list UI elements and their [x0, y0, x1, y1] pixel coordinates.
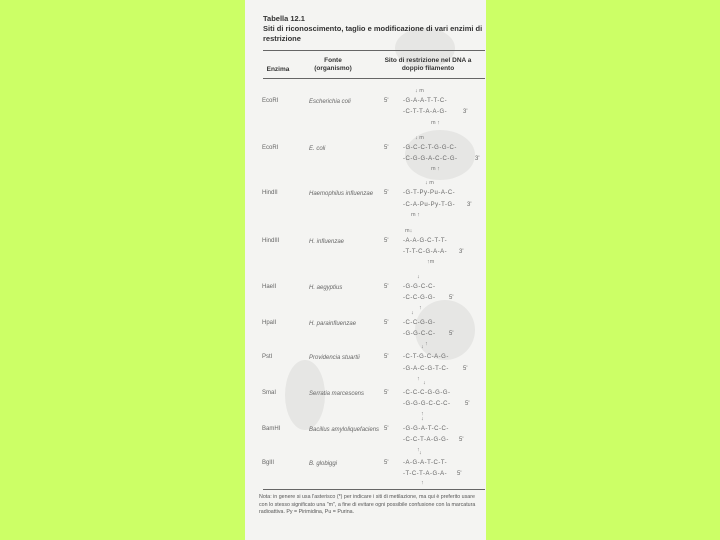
strand-top: -A-A-G-C-T-T- — [403, 238, 448, 244]
cut-mark-bottom: ↑ — [419, 305, 422, 311]
enzyme-name: HaeII — [262, 284, 277, 290]
cut-mark-bottom: ↑ — [421, 480, 424, 486]
strand-top: -G-G-C-C- — [403, 284, 436, 290]
three-prime: 5' — [457, 471, 462, 477]
organism: Bacillus amyloliquefaciens — [309, 427, 380, 433]
strand-top: -G-T-Py-Pu-A-C- — [403, 190, 456, 196]
strand-bottom: -C-C-T-A-G-G- — [403, 437, 449, 443]
five-prime: 5' — [384, 354, 389, 360]
three-prime: 5' — [449, 331, 454, 337]
organism: B. globiggi — [309, 461, 338, 467]
five-prime: 5' — [384, 238, 389, 244]
three-prime: 3' — [459, 249, 464, 255]
cut-mark-top: ↓ — [421, 344, 424, 350]
header-source: Fonte (organismo) — [314, 57, 352, 72]
strand-top: -C-C-C-G-G-G- — [403, 390, 451, 396]
strand-top: -C-C-G-G- — [403, 320, 436, 326]
strand-bottom: -G-G-G-C-C-C- — [403, 401, 451, 407]
enzyme-name: HpaII — [262, 320, 277, 326]
cut-mark-top: ↓ — [421, 416, 424, 422]
cut-mark-bottom: ↑ — [421, 411, 424, 417]
organism: H. influenzae — [309, 239, 345, 245]
strand-top: -C-T-G-C-A-G- — [403, 354, 449, 360]
five-prime: 5' — [384, 98, 389, 104]
table-subtitle: Siti di riconoscimento, taglio e modificazione di vari enzimi di restrizione — [263, 24, 483, 43]
organism: H. parainfluenzae — [309, 321, 357, 327]
cut-mark-top: ↓ m — [425, 180, 434, 186]
strand-bottom: -C-T-T-A-A-G- — [403, 109, 448, 115]
three-prime: 5' — [465, 401, 470, 407]
strand-bottom: -C-C-G-G- — [403, 295, 436, 301]
five-prime: 5' — [384, 284, 389, 290]
three-prime: 5' — [459, 437, 464, 443]
strand-top: -G-G-A-T-C-C- — [403, 426, 449, 432]
three-prime: 3' — [475, 156, 480, 162]
footer-rule — [263, 489, 485, 490]
enzyme-name: BglII — [262, 460, 275, 466]
five-prime: 5' — [384, 390, 389, 396]
five-prime: 5' — [384, 145, 389, 151]
organism: Providencia stuartii — [309, 355, 360, 361]
three-prime: 5' — [463, 366, 468, 372]
bleed-through-shape — [415, 300, 475, 360]
strand-top: -A-G-A-T-C-T- — [403, 460, 448, 466]
cut-mark-bottom: ↑ — [417, 376, 420, 382]
enzyme-name: PstI — [262, 354, 273, 360]
cut-mark-bottom: m ↑ — [431, 166, 440, 172]
cut-mark-bottom: ↑m — [427, 259, 435, 265]
cut-mark-bottom: m ↑ — [431, 120, 440, 126]
table-title: Tabella 12.1 — [263, 14, 305, 23]
enzyme-name: SmaI — [262, 390, 277, 396]
cut-mark-top: ↓ m — [415, 88, 424, 94]
enzyme-name: EcoRI — [262, 98, 279, 104]
enzyme-name: HindII — [262, 190, 278, 196]
three-prime: 3' — [467, 202, 472, 208]
cut-mark-top: ↓ — [417, 274, 420, 280]
five-prime: 5' — [384, 190, 389, 196]
strand-bottom: -G-A-C-G-T-C- — [403, 366, 449, 372]
cut-mark-bottom: ↑ — [425, 341, 428, 347]
header-enzyme: Enzima — [266, 66, 290, 73]
organism: H. aegyptius — [309, 285, 343, 291]
five-prime: 5' — [384, 320, 389, 326]
strand-top: -G-A-A-T-T-C- — [403, 98, 448, 104]
cut-mark-top: ↓ — [411, 310, 414, 316]
strand-bottom: -T-T-C-G-A-A- — [403, 249, 448, 255]
organism: Escherichia coli — [309, 99, 351, 105]
organism: Serratia marcescens — [309, 391, 365, 397]
table-note: Nota: in genere si usa l'asterisco (*) per indicare i siti di metilazione, ma qui è preferito usare con lo stesso significato una "m", a fine di evitare ogni possibile confusione con la marcatura radioattiva. Py = Pirimidina, Pu = Purina. — [259, 494, 476, 515]
three-prime: 5' — [449, 295, 454, 301]
strand-top: -G-C-C-T-G-G-C- — [403, 145, 457, 151]
enzyme-name: HindIII — [262, 238, 280, 244]
header-rule-bottom — [263, 78, 485, 79]
book-page — [245, 0, 486, 540]
five-prime: 5' — [384, 460, 389, 466]
header-site: Sito di restrizione nel DNA a doppio filamento — [384, 57, 472, 72]
cut-mark-top: ↓ — [419, 450, 422, 456]
enzyme-name: BamHI — [262, 426, 281, 432]
strand-bottom: -T-C-T-A-G-A- — [403, 471, 448, 477]
organism: E. coli — [309, 146, 326, 152]
strand-bottom: -C-A-Pu-Py-T-G- — [403, 202, 456, 208]
cut-mark-bottom: m ↑ — [411, 212, 420, 218]
strand-bottom: -G-G-C-C- — [403, 331, 436, 337]
enzyme-name: EcoRI — [262, 145, 279, 151]
organism: Haemophilus influenzae — [309, 191, 374, 197]
cut-mark-top: ↓ — [423, 380, 426, 386]
cut-mark-top: ↓ m — [415, 135, 424, 141]
strand-bottom: -C-G-G-A-C-C-G- — [403, 156, 458, 162]
three-prime: 3' — [463, 109, 468, 115]
cut-mark-bottom: ↑ — [417, 447, 420, 453]
cut-mark-top: m↓ — [405, 228, 413, 234]
header-rule-top — [263, 50, 485, 51]
five-prime: 5' — [384, 426, 389, 432]
